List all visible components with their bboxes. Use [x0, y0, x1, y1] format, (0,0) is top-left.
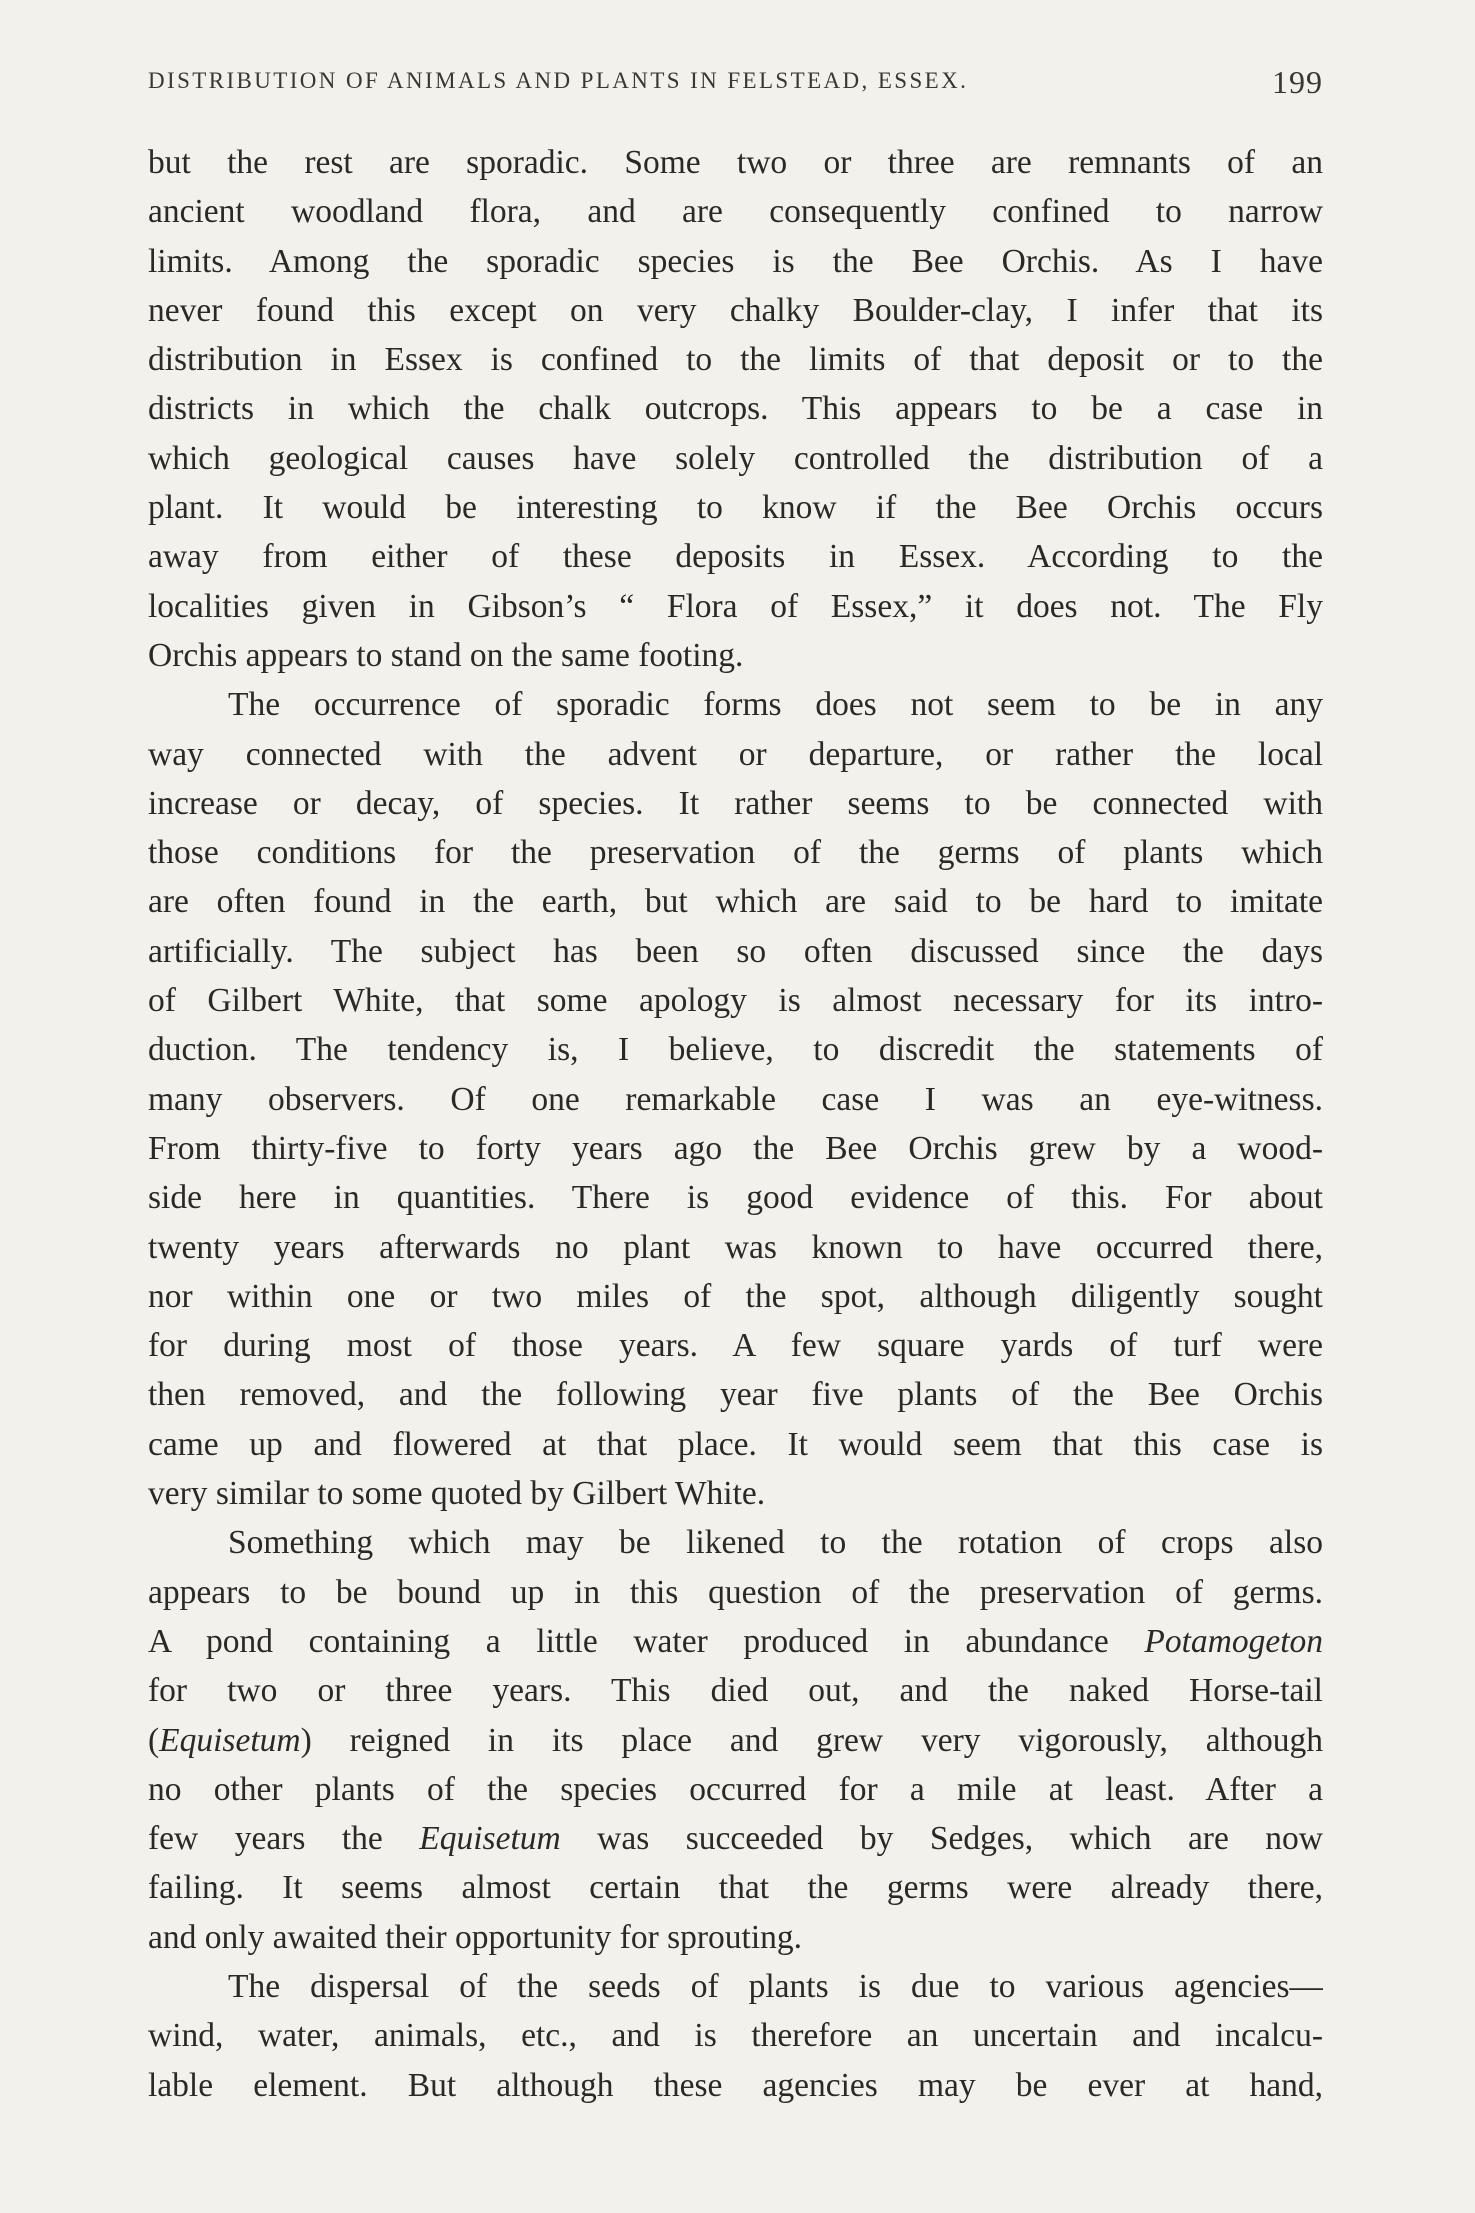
text-line: The occurrence of sporadic forms does not seem to be in any	[228, 686, 1323, 724]
text-line: increase or decay, of species. It rather seems to be connected with	[148, 784, 1323, 822]
text-line: many observers. Of one remarkable case I was an eye-witness.	[148, 1080, 1323, 1118]
text-line: A pond containing a little water produced in abundance Potamogeton	[148, 1622, 1323, 1660]
text-line: nor within one or two miles of the spot, although diligently sought	[148, 1277, 1323, 1315]
text-line: The dispersal of the seeds of plants is due to various agencies—	[228, 1967, 1323, 2005]
text-line: districts in which the chalk outcrops. This appears to be a case in	[148, 390, 1323, 428]
text-line: (Equisetum) reigned in its place and grew very vigorously, although	[148, 1721, 1323, 1759]
text-line: duction. The tendency is, I believe, to discredit the statements of	[148, 1031, 1323, 1069]
text-line: then removed, and the following year five plants of the Bee Orchis	[148, 1376, 1323, 1414]
text-line: away from either of these deposits in Essex. According to the	[148, 538, 1323, 576]
italic-term: Equisetum	[419, 1820, 561, 1858]
running-head	[148, 64, 1323, 108]
text-line: Orchis appears to stand on the same footing.	[148, 636, 744, 674]
text-line: appears to be bound up in this question of the preservation of germs.	[148, 1573, 1323, 1611]
text-line: came up and flowered at that place. It would seem that this case is	[148, 1425, 1323, 1463]
text-line: never found this except on very chalky Boulder-clay, I infer that its	[148, 291, 1323, 329]
text-line: those conditions for the preservation of the germs of plants which	[148, 834, 1323, 872]
text-line: failing. It seems almost certain that the germs were already there,	[148, 1869, 1323, 1907]
text-line: way connected with the advent or departure, or rather the local	[148, 735, 1323, 773]
text-line: of Gilbert White, that some apology is almost necessary for its intro-	[148, 982, 1323, 1020]
text-line: are often found in the earth, but which are said to be hard to imitate	[148, 883, 1323, 921]
text-line: Something which may be likened to the rotation of crops also	[228, 1524, 1323, 1562]
text-line: which geological causes have solely controlled the distribution of a	[148, 439, 1323, 477]
running-title: DISTRIBUTION OF ANIMALS AND PLANTS IN FELSTEAD, ESSEX.	[148, 68, 969, 93]
text-line: twenty years afterwards no plant was known to have occurred there,	[148, 1228, 1323, 1266]
text-line: wind, water, animals, etc., and is therefore an uncertain and incalcu-	[148, 2017, 1323, 2055]
italic-term: Potamogeton	[1144, 1622, 1323, 1660]
text-line: From thirty-five to forty years ago the Bee Orchis grew by a wood-	[148, 1129, 1323, 1167]
text-line: few years the Equisetum was succeeded by Sedges, which are now	[148, 1820, 1323, 1858]
text-line: no other plants of the species occurred for a mile at least. After a	[148, 1770, 1323, 1808]
body-text	[148, 138, 1323, 2110]
text-line: side here in quantities. There is good evidence of this. For about	[148, 1179, 1323, 1217]
text-line: localities given in Gibson’s “ Flora of Essex,” it does not. The Fly	[148, 587, 1323, 625]
text-line: and only awaited their opportunity for sprouting.	[148, 1918, 803, 1956]
page-number: 199	[1272, 64, 1323, 100]
text-line: ancient woodland flora, and are consequently confined to narrow	[148, 193, 1323, 231]
text-line: artificially. The subject has been so often discussed since the days	[148, 932, 1323, 970]
text-line: plant. It would be interesting to know if the Bee Orchis occurs	[148, 489, 1323, 527]
text-line: for two or three years. This died out, and the naked Horse-tail	[148, 1672, 1323, 1710]
text-line: lable element. But although these agencies may be ever at hand,	[148, 2066, 1323, 2104]
text-line: very similar to some quoted by Gilbert White.	[148, 1475, 766, 1513]
text-line: for during most of those years. A few square yards of turf were	[148, 1327, 1323, 1365]
italic-term: Equisetum	[159, 1721, 301, 1759]
text-line: distribution in Essex is confined to the limits of that deposit or to the	[148, 341, 1323, 379]
text-line: limits. Among the sporadic species is the Bee Orchis. As I have	[148, 242, 1323, 280]
text-line: but the rest are sporadic. Some two or three are remnants of an	[148, 144, 1323, 181]
